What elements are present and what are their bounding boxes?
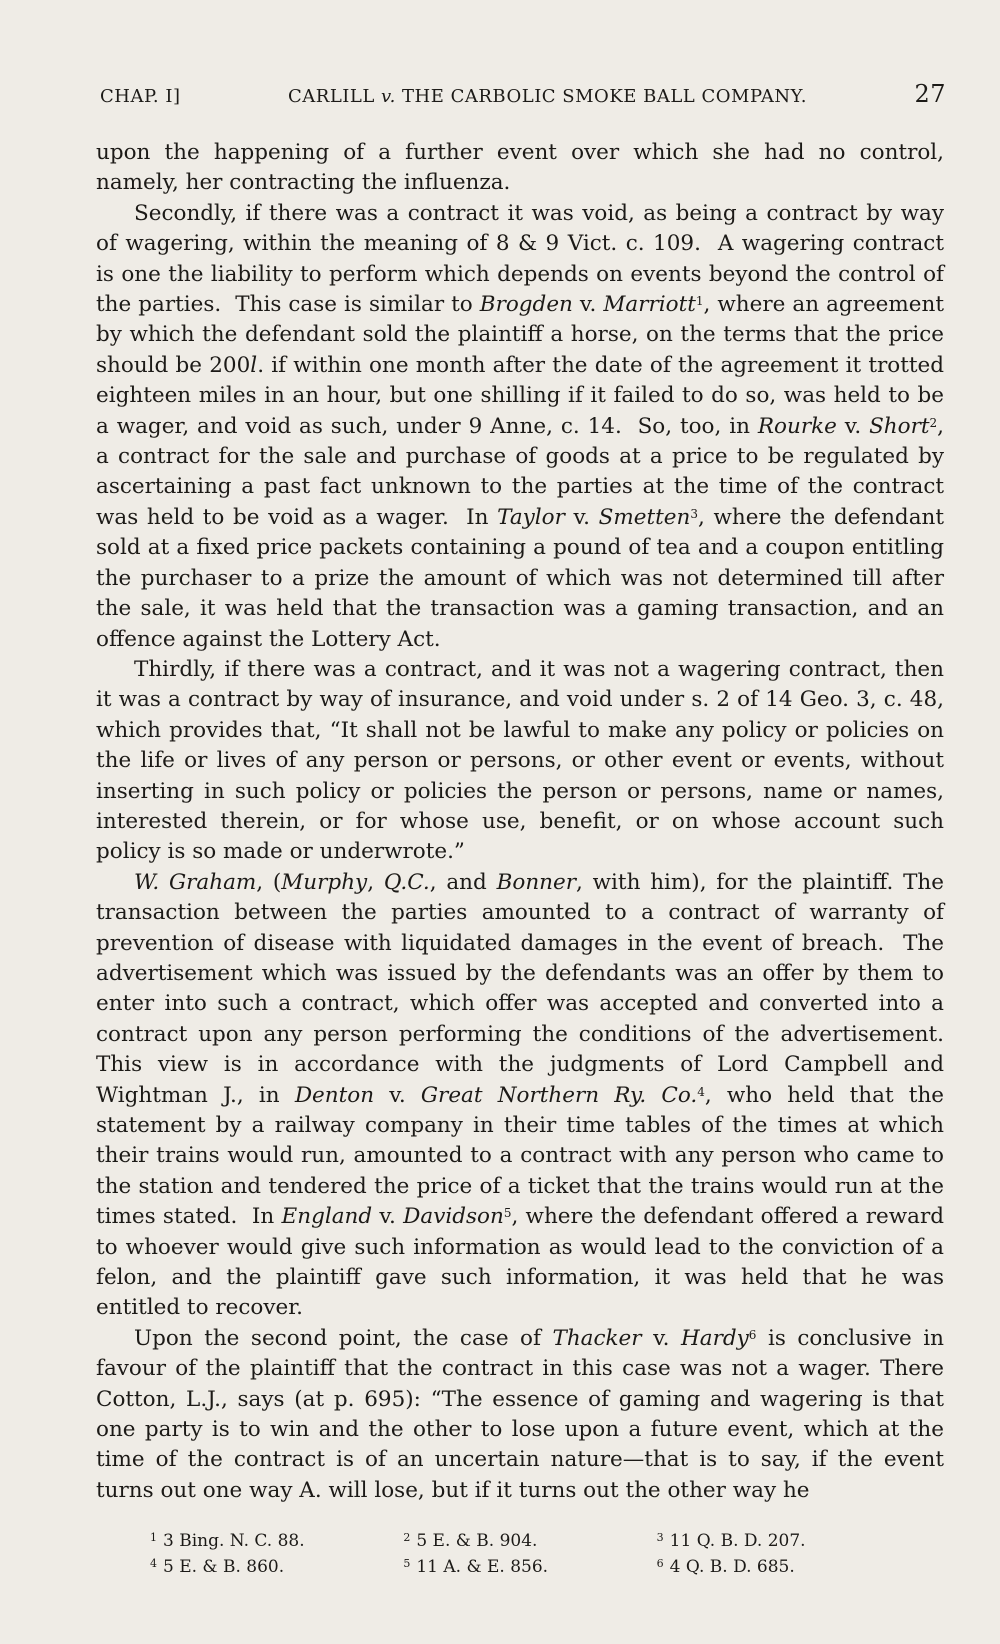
footnote-text: 11 A. & E. 856. bbox=[416, 1557, 549, 1577]
paragraph: Upon the second point, the case of Thacker v. Hardy$^6$ is conclusive in favour of the plaintiff that the contract in this case was not a wager. There Cotton, L.J., says (at p. 695): “The essence of gaming and wagering is that one party is to win and the other to lose upon a future event, which at the time of the contract is of an uncertain nature—that is to say, if the event turns out one way A. will lose, but if it turns out the other way he bbox=[96, 1325, 944, 1503]
footnote-row bbox=[150, 1528, 910, 1554]
footnote bbox=[150, 1554, 403, 1580]
running-header bbox=[100, 80, 946, 114]
running-title-part-b: THE CARBOLIC SMOKE BALL COMPANY. bbox=[395, 86, 807, 107]
footnote-text: 5 E. & B. 904. bbox=[416, 1531, 538, 1551]
footnote-number: 3 bbox=[656, 1531, 664, 1544]
page-number: 27 bbox=[914, 80, 946, 108]
footnote bbox=[403, 1528, 656, 1554]
footnote bbox=[150, 1528, 403, 1554]
footnote bbox=[657, 1528, 910, 1554]
paragraph: Secondly, if there was a contract it was void, as being a contract by way of wagering, within the meaning of 8 & 9 Vict. c. 109. A wagering contract is one the liability to perform which depends on events beyond the control of the parties. This case is similar to Brogden v. Marriott$^1$, where an agreement by which the defendant sold the plaintiff a horse, on the terms that the price should be 200l. if within one month after the date of the agreement it trotted eighteen miles in an hour, but one shilling if it failed to do so, was held to be a wager, and void as such, under 9 Anne, c. 14. So, too, in Rourke v. Short$^2$, a contract for the sale and purchase of goods at a price to be regulated by ascertaining a past fact unknown to the parties at the time of the contract was held to be void as a wager. In Taylor v. Smetten$^3$, where the defendant sold at a fixed price packets containing a pound of tea and a coupon entitling the purchaser to a prize the amount of which was not determined till after the sale, it was held that the transaction was a gaming transaction, and an offence against the Lottery Act. bbox=[96, 200, 944, 652]
footnote-number: 1 bbox=[150, 1531, 157, 1544]
running-title-part-a: CARLILL bbox=[288, 86, 382, 107]
footnote-text: 4 Q. B. D. 685. bbox=[669, 1557, 795, 1577]
footnote-number: 4 bbox=[150, 1557, 157, 1570]
footnotes bbox=[150, 1528, 910, 1580]
paragraph: upon the happening of a further event over which she had no control, namely, her contracting the influenza. bbox=[96, 140, 944, 196]
footnote-text: 3 Bing. N. C. 88. bbox=[163, 1531, 305, 1551]
chapter-label: CHAP. I] bbox=[100, 86, 181, 107]
running-title-versus: v. bbox=[381, 86, 396, 107]
footnote-text: 11 Q. B. D. 207. bbox=[669, 1531, 806, 1551]
footnote bbox=[657, 1554, 910, 1580]
paragraph: Thirdly, if there was a contract, and it was not a wagering contract, then it was a contract by way of insurance, and void under s. 2 of 14 Geo. 3, c. 48, which provides that, “It shall not be lawful to make any policy or policies on the life or lives of any person or persons, or other event or events, without inserting in such policy or policies the person or persons, name or names, interested therein, or for whose use, benefit, or on whose account such policy is so made or underwrote.” bbox=[96, 656, 944, 865]
footnote-number: 2 bbox=[403, 1531, 411, 1544]
footnote-number: 6 bbox=[656, 1557, 664, 1570]
running-title bbox=[288, 86, 807, 107]
footnote-row bbox=[150, 1554, 910, 1580]
paragraph: W. Graham, (Murphy, Q.C., and Bonner, with him), for the plaintiff. The transaction between the parties amounted to a contract of warranty of prevention of disease with liquidated damages in the event of breach. The advertisement which was issued by the defendants was an offer by them to enter into such a contract, which offer was accepted and converted into a contract upon any person performing the conditions of the advertisement. This view is in accordance with the judgments of Lord Campbell and Wightman J., in Denton v. Great Northern Ry. Co.$^4$, who held that the statement by a railway company in their time tables of the times at which their trains would run, amounted to a contract with any person who came to the station and tendered the price of a ticket that the trains would run at the times stated. In England v. Davidson$^5$, where the defendant offered a reward to whoever would give such information as would lead to the conviction of a felon, and the plaintiff gave such information, it was held that he was entitled to recover. bbox=[96, 869, 945, 1321]
footnote bbox=[403, 1554, 656, 1580]
body-text bbox=[96, 138, 944, 1506]
footnote-number: 5 bbox=[403, 1557, 411, 1570]
footnote-text: 5 E. & B. 860. bbox=[163, 1557, 285, 1577]
